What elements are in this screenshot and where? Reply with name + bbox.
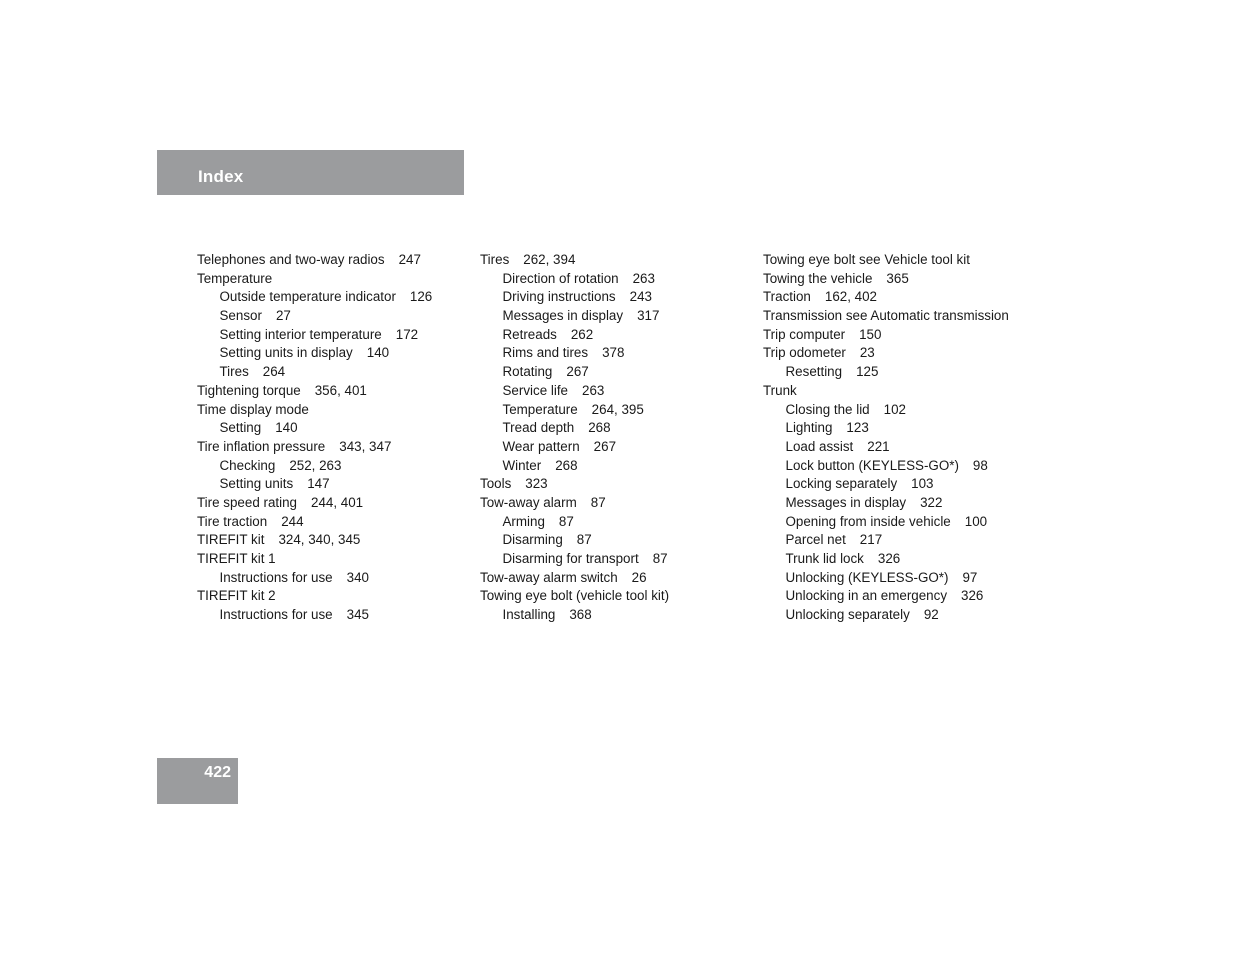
index-subentry (197, 326, 467, 345)
index-entry (763, 270, 1053, 289)
index-subentry (480, 401, 750, 420)
page-title: Index (198, 167, 244, 186)
index-page-ref: 326 (961, 588, 984, 604)
index-subentry (197, 307, 467, 326)
index-page-ref: 123 (846, 420, 869, 436)
index-term: TIREFIT kit (197, 532, 265, 548)
index-subentry (480, 457, 750, 476)
index-page-ref: 244 (281, 513, 304, 529)
index-term: Instructions for use (219, 607, 333, 623)
index-term: Disarming for transport (502, 551, 639, 566)
index-entry (197, 494, 467, 513)
index-page-ref: 27 (275, 308, 291, 324)
index-subentry (480, 326, 750, 345)
index-subentry (197, 606, 467, 625)
index-page-ref: 140 (275, 420, 298, 436)
index-page-ref: 147 (307, 476, 330, 492)
index-term: Tires (219, 364, 249, 380)
index-term: Lighting (785, 420, 833, 436)
index-page-ref: 345 (346, 607, 369, 623)
index-subentry (763, 587, 1053, 606)
index-page-ref: 172 (395, 326, 419, 342)
index-subentry (763, 363, 1053, 382)
index-entry (480, 251, 750, 270)
index-subentry (197, 569, 467, 588)
index-page-ref: 356, 401 (314, 382, 367, 398)
index-page-ref: 322 (920, 494, 943, 510)
index-term: Trunk lid lock (785, 551, 864, 566)
index-page-ref: 126 (409, 289, 433, 305)
index-entry (197, 382, 467, 401)
index-page-ref: 92 (923, 607, 939, 623)
index-term: Setting interior temperature (219, 326, 382, 342)
index-subentry (480, 307, 750, 326)
index-page-ref: 264 (262, 364, 286, 380)
index-entry (197, 513, 467, 532)
index-entry (763, 382, 1053, 401)
index-page-ref: 87 (652, 551, 668, 566)
index-term: Tightening torque (197, 382, 301, 398)
index-term: Transmission see Automatic transmission (763, 308, 1009, 324)
index-term: Instructions for use (219, 569, 333, 585)
index-term: Tools (480, 476, 512, 492)
index-subentry (480, 513, 750, 532)
index-subentry (763, 606, 1053, 625)
index-term: Tires (480, 252, 510, 267)
index-term: Service life (502, 382, 568, 398)
index-page-ref: 150 (859, 326, 882, 342)
index-page-ref: 264, 395 (591, 401, 644, 417)
index-term: Load assist (785, 438, 854, 454)
index-term: Telephones and two-way radios (197, 252, 385, 267)
index-page-ref: 378 (602, 345, 625, 361)
index-subentry (197, 288, 467, 307)
index-subentry (480, 550, 750, 569)
index-page-ref: 87 (590, 494, 606, 510)
index-term: Winter (502, 457, 542, 473)
index-page-ref: 368 (569, 607, 592, 623)
index-page-ref: 323 (525, 476, 548, 492)
index-page-ref: 103 (911, 476, 934, 492)
index-entry (480, 475, 750, 494)
index-entry (197, 550, 467, 569)
index-page-ref: 326 (877, 551, 901, 566)
index-page-ref: 98 (972, 457, 988, 473)
index-page-ref: 262, 394 (523, 252, 576, 267)
index-page-ref: 26 (631, 569, 647, 585)
index-subentry (763, 513, 1053, 532)
index-page-ref: 162, 402 (824, 289, 877, 305)
index-page-ref: 268 (555, 457, 578, 473)
index-subentry (480, 606, 750, 625)
index-subentry (480, 382, 750, 401)
index-subentry (763, 550, 1053, 569)
index-term: Towing eye bolt see Vehicle tool kit (763, 252, 970, 267)
index-term: Outside temperature indicator (219, 289, 396, 305)
index-term: Unlocking separately (785, 607, 910, 623)
index-subentry (197, 457, 467, 476)
index-subentry (763, 531, 1053, 550)
index-term: Messages in display (502, 308, 624, 324)
index-term: Checking (219, 457, 276, 473)
index-term: Setting units in display (219, 345, 353, 361)
index-term: TIREFIT kit 1 (197, 551, 276, 566)
index-entry (763, 326, 1053, 345)
index-page-ref: 87 (558, 513, 574, 529)
index-column-2 (480, 251, 750, 625)
index-term: Rims and tires (502, 345, 589, 361)
index-entry (197, 251, 467, 270)
index-term: Temperature (197, 270, 273, 286)
index-page-ref: 340 (346, 569, 369, 585)
page-number-badge (157, 758, 238, 804)
index-subentry (763, 494, 1053, 513)
index-page-ref: 97 (962, 569, 978, 585)
index-term: Opening from inside vehicle (785, 513, 951, 529)
index-term: Tow-away alarm switch (480, 569, 618, 585)
index-term: Towing the vehicle (763, 270, 873, 286)
index-term: Direction of rotation (502, 270, 619, 286)
index-term: Temperature (502, 401, 578, 417)
index-subentry (763, 419, 1053, 438)
index-entry (480, 587, 750, 606)
index-column-3 (763, 251, 1053, 625)
index-page-ref: 247 (398, 252, 421, 267)
index-subentry (197, 363, 467, 382)
index-page-ref: 102 (883, 401, 906, 417)
index-page-ref: 324, 340, 345 (278, 532, 361, 548)
index-subentry (480, 344, 750, 363)
index-term: Tire inflation pressure (197, 438, 326, 454)
index-term: Sensor (219, 308, 262, 324)
index-subentry (480, 438, 750, 457)
index-subentry (197, 419, 467, 438)
index-term: Unlocking (KEYLESS-GO*) (785, 569, 949, 585)
index-header-bar (157, 150, 464, 195)
index-subentry (197, 475, 467, 494)
index-subentry (763, 569, 1053, 588)
index-entry (763, 307, 1053, 326)
index-subentry (763, 438, 1053, 457)
index-subentry (480, 270, 750, 289)
index-subentry (197, 344, 467, 363)
index-entry (480, 494, 750, 513)
index-page-ref: 252, 263 (289, 457, 342, 473)
index-entry (480, 569, 750, 588)
index-term: Tread depth (502, 420, 575, 436)
index-page-ref: 267 (566, 364, 589, 380)
index-term: Tow-away alarm (480, 494, 577, 510)
index-entry (763, 288, 1053, 307)
index-page-ref: 365 (886, 270, 909, 286)
index-page-ref: 268 (588, 420, 611, 436)
index-term: Setting (219, 420, 262, 436)
index-page-ref: 263 (632, 270, 655, 286)
index-term: Lock button (KEYLESS-GO*) (785, 457, 959, 473)
index-term: Towing eye bolt (vehicle tool kit) (480, 588, 670, 604)
index-entry (197, 438, 467, 457)
index-term: Locking separately (785, 476, 898, 492)
index-entry (197, 531, 467, 550)
index-term: Traction (763, 289, 811, 305)
index-page-ref: 87 (576, 532, 592, 548)
index-page-ref: 243 (629, 289, 652, 305)
index-term: Closing the lid (785, 401, 870, 417)
index-page-ref: 343, 347 (339, 438, 392, 454)
index-subentry (763, 475, 1053, 494)
index-term: Trip computer (763, 326, 846, 342)
index-term: Tire traction (197, 513, 268, 529)
index-term: Retreads (502, 326, 557, 342)
index-term: Messages in display (785, 494, 907, 510)
index-subentry (763, 457, 1053, 476)
index-column-1 (197, 251, 467, 625)
index-page-ref: 262 (570, 326, 594, 342)
index-subentry (480, 363, 750, 382)
index-subentry (480, 531, 750, 550)
index-term: Trunk (763, 382, 797, 398)
index-page-ref: 140 (366, 345, 390, 361)
index-term: Installing (502, 607, 556, 623)
index-term: Time display mode (197, 401, 309, 417)
page-number: 422 (204, 764, 231, 781)
index-term: Rotating (502, 364, 553, 380)
index-entry (763, 251, 1053, 270)
index-term: Trip odometer (763, 345, 846, 361)
index-subentry (480, 288, 750, 307)
index-page-ref: 317 (637, 308, 660, 324)
index-term: Driving instructions (502, 289, 616, 305)
index-entry (197, 270, 467, 289)
index-term: Setting units (219, 476, 294, 492)
index-term: TIREFIT kit 2 (197, 588, 276, 604)
index-entry (197, 401, 467, 420)
index-entry (197, 587, 467, 606)
index-term: Arming (502, 513, 545, 529)
index-page-ref: 263 (582, 382, 605, 398)
index-page-ref: 125 (856, 364, 879, 380)
index-subentry (480, 419, 750, 438)
index-entry (763, 344, 1053, 363)
index-term: Resetting (785, 364, 843, 380)
index-page-ref: 217 (859, 532, 883, 548)
index-page-ref: 23 (859, 345, 875, 361)
index-page-ref: 267 (593, 438, 617, 454)
index-page-ref: 244, 401 (311, 494, 364, 510)
index-subentry (763, 401, 1053, 420)
index-term: Tire speed rating (197, 494, 297, 510)
index-page-ref: 100 (964, 513, 988, 529)
index-page-ref: 221 (867, 438, 890, 454)
index-term: Unlocking in an emergency (785, 588, 948, 604)
index-term: Parcel net (785, 532, 846, 548)
index-term: Wear pattern (502, 438, 580, 454)
index-term: Disarming (502, 532, 563, 548)
